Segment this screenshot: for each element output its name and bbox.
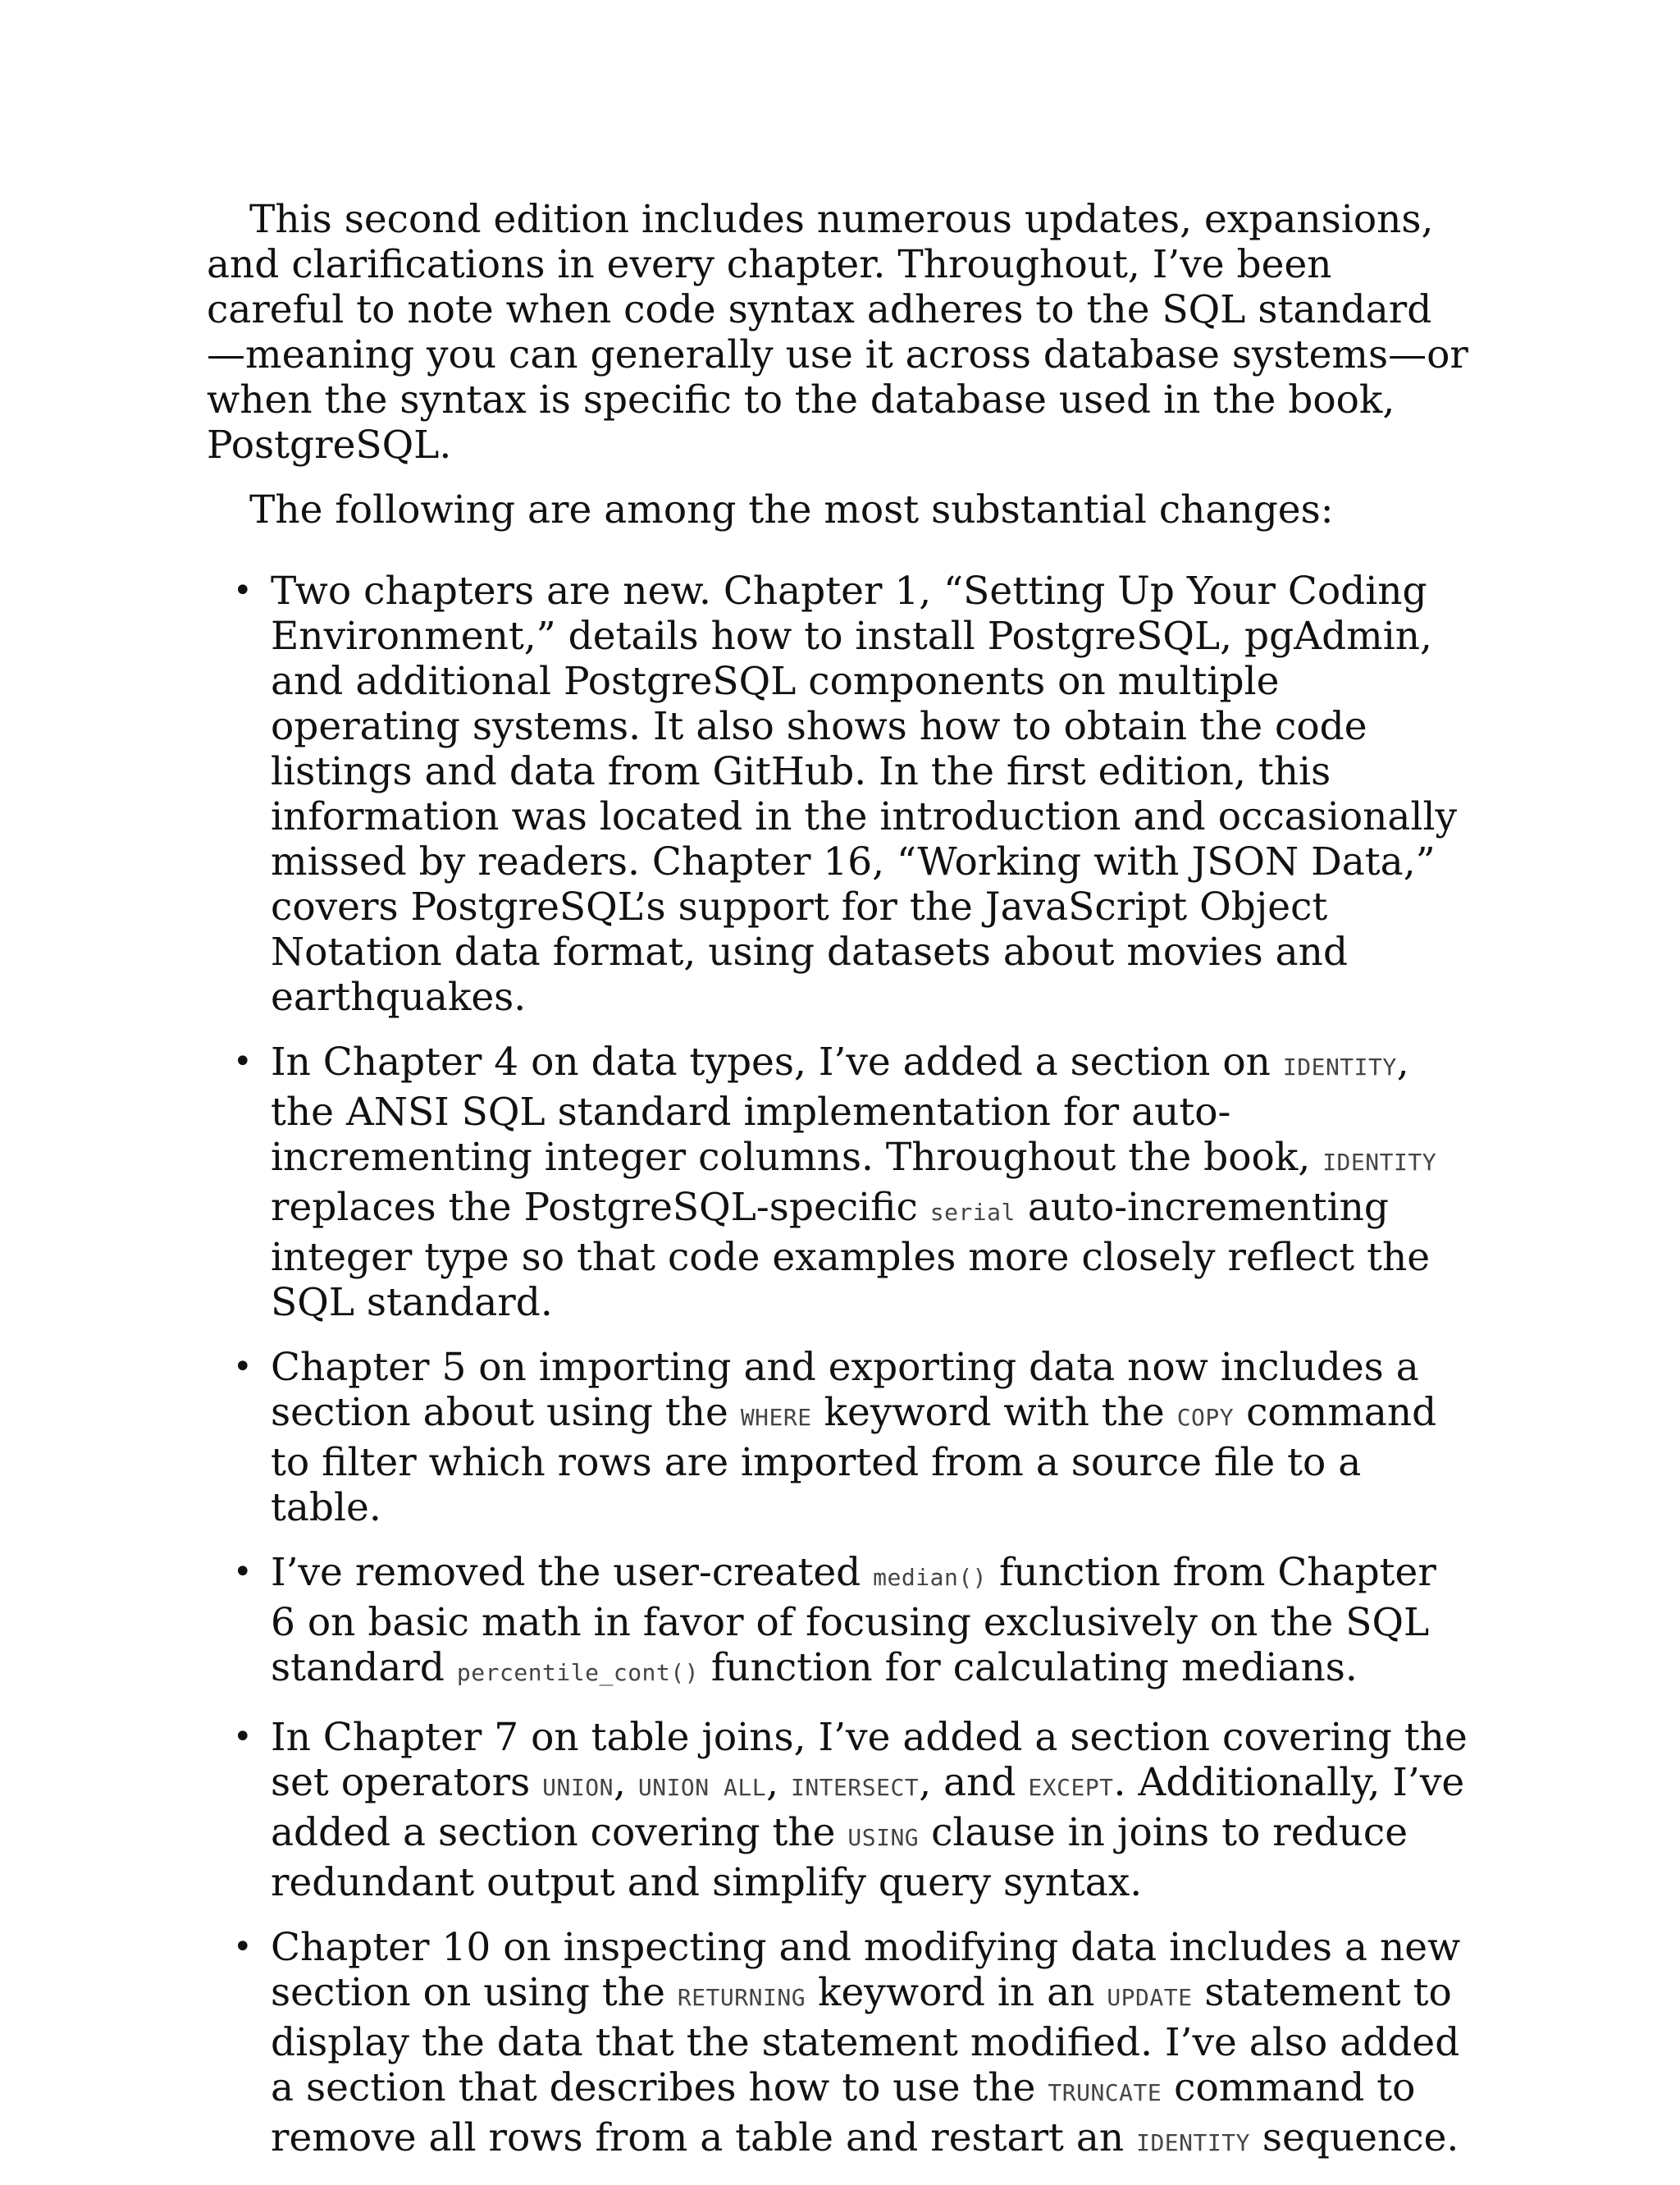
list-item-text: , <box>766 1760 791 1805</box>
list-item-text: keyword in an <box>806 1970 1107 2015</box>
inline-code: COPY <box>1176 1404 1235 1431</box>
list-item-text: Chapter 10 on inspecting and modifying data includes a new section on using the <box>271 1925 1461 2015</box>
list-item-text: command to remove all rows from a table and restart an <box>271 2065 1416 2160</box>
list-item-text: Two chapters are new. Chapter 1, “Setting Up Your Coding Environment,” details how to install PostgreSQL, pgAdmin, and additional PostgreSQL components on multiple operating systems. It also shows how to obtain the code listings and data from GitHub. In the first edition, this information was located in the introduction and occasionally missed by readers. Chapter 16, “Working with JSON Data,” covers PostgreSQL’s support for the JavaScript Object Notation data format, using datasets about movies and earthquakes. <box>271 569 1458 1020</box>
inline-code: TRUNCATE <box>1048 2079 1162 2106</box>
changes-lead-paragraph: The following are among the most substantial changes: <box>249 487 1334 533</box>
list-item-text: . Additionally, I’ve added a section covering the <box>271 1760 1465 1855</box>
list-item-text: In Chapter 4 on data types, I’ve added a section on <box>271 1040 1283 1085</box>
inline-code: WHERE <box>740 1404 812 1431</box>
list-item-text: auto-incrementing integer type so that code examples more closely reflect the SQL standard. <box>271 1185 1431 1325</box>
bullet-icon: • <box>233 1043 253 1081</box>
intro-paragraph: This second edition includes numerous updates, expansions, and clarifications in every chapter. Throughout, I’ve been careful to note when code syntax adheres to the SQL standard—meaning you can generally use it across database systems—or when the syntax is specific to the database used in the book, PostgreSQL. <box>207 197 1468 468</box>
list-item-text: function for calculating medians. <box>698 1645 1358 1690</box>
list-item-text: , <box>613 1760 638 1805</box>
list-item-text: I’ve removed the user-created <box>271 1550 874 1595</box>
list-item-text: keyword with the <box>811 1390 1177 1435</box>
list-item-text: , and <box>919 1760 1029 1805</box>
document-page <box>207 197 1470 2185</box>
inline-code: median() <box>873 1564 988 1591</box>
list-item <box>207 1550 1470 1695</box>
inline-code: EXCEPT <box>1028 1774 1114 1801</box>
list-item <box>207 1345 1470 1530</box>
inline-code: IDENTITY <box>1322 1149 1437 1176</box>
list-item <box>207 569 1470 1020</box>
inline-code: INTERSECT <box>790 1774 920 1801</box>
list-item-text: clause in joins to reduce redundant output and simplify query syntax. <box>271 1810 1408 1905</box>
inline-code: USING <box>847 1824 920 1851</box>
list-item-text: Chapter 5 on importing and exporting data now includes a section about using the <box>271 1345 1419 1435</box>
inline-code: UNION <box>542 1774 614 1801</box>
bullet-icon: • <box>233 1553 253 1591</box>
inline-code: UPDATE <box>1107 1984 1193 2011</box>
list-item <box>207 1040 1470 1325</box>
list-item-text: command to filter which rows are imported from a source file to a table. <box>271 1390 1437 1530</box>
inline-code: UNION ALL <box>637 1774 767 1801</box>
changes-list <box>207 569 1470 2165</box>
inline-code: IDENTITY <box>1136 2129 1250 2156</box>
list-item-text: function from Chapter 6 on basic math in favor of focusing exclusively on the SQL standard <box>271 1550 1436 1690</box>
list-item-text: , the ANSI SQL standard implementation for auto-incrementing integer columns. Throughout the book, <box>271 1040 1409 1180</box>
inline-code: IDENTITY <box>1282 1054 1397 1081</box>
bullet-icon: • <box>233 572 253 610</box>
list-item-text: replaces the PostgreSQL-specific <box>271 1185 930 1230</box>
list-item-text: In Chapter 7 on table joins, I’ve added a section covering the set operators <box>271 1715 1468 1805</box>
bullet-icon: • <box>233 1928 253 1966</box>
list-item-text: sequence. <box>1249 2115 1459 2160</box>
bullet-icon: • <box>233 1348 253 1386</box>
inline-code: serial <box>929 1199 1016 1226</box>
list-item <box>207 1925 1470 2165</box>
list-item <box>207 1715 1470 1905</box>
list-item-text: statement to display the data that the statement modified. I’ve also added a section that describes how to use the <box>271 1970 1460 2110</box>
bullet-icon: • <box>233 1718 253 1756</box>
inline-code: percentile_cont() <box>456 1659 699 1686</box>
inline-code: RETURNING <box>677 1984 806 2011</box>
